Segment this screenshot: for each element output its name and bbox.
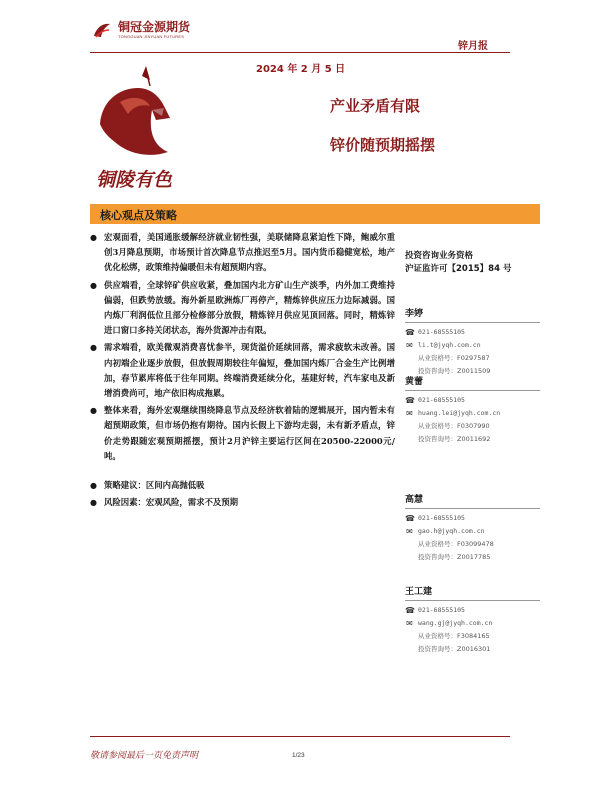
license-number: 沪证监许可【2015】84 号: [405, 264, 512, 274]
analyst-cert-1: 从业资格号：F03099478: [418, 540, 494, 548]
report-type: 锌月报: [458, 41, 488, 52]
analyst-email[interactable]: huang.lei@jyqh.com.cn: [418, 409, 501, 417]
bullet-overall: ● 整体来看，海外宏观继续围绕降息节点及经济软着陆的逻辑展开，国内暂未有超预期政策，但市场仍抱有期待。国内长假上下游均走弱，未有新矛盾点，锌价走势跟随宏观预期摇摆，预计2月沪锌主要运行区间在20500-22000元/吨。: [90, 403, 395, 464]
analyst-cert-2: 投资咨询号：Z0017785: [418, 553, 491, 561]
license-title: 投资咨询业务资格: [405, 251, 474, 261]
header-divider: [90, 52, 510, 53]
analyst-phone: 021-68555105: [418, 396, 465, 404]
analyst-card: [405, 308, 545, 378]
brand-calligraphy: 铜陵有色: [96, 169, 173, 191]
analyst-name: 高慧: [405, 495, 424, 505]
analyst-phone: 021-68555105: [418, 606, 465, 614]
bullet-strategy: ● 策略建议：区间内高抛低吸: [90, 478, 395, 493]
analyst-card: [405, 376, 545, 446]
company-name-en: TONGGUAN JINYUAN FUTURES: [118, 34, 185, 39]
analyst-cert-2: 投资咨询号：Z0011692: [418, 435, 491, 443]
analyst-divider: [405, 600, 540, 601]
footer-disclaimer[interactable]: 敬请参阅最后一页免责声明: [90, 751, 199, 761]
bullet-supply: ● 供应端看，全球锌矿供应收紧，叠加国内北方矿山生产淡季，内外加工费维持偏弱，但跌势放缓。海外新星欧洲炼厂再停产，精炼锌供应压力边际减弱。国内炼厂利润低位且部分检修部分放假，精炼锌月供应见顶回落。同时，精炼锌进口窗口多持关闭状态，海外货源冲击有限。: [90, 278, 395, 339]
bullet-macro: ● 宏观面看，美国通胀缓解经济就业韧性强，美联储降息紧迫性下降，鲍威尔重创3月降息预期，市场预计首次降息节点推迟至5月。国内货币稳健宽松，地产优化松绑，政策维持偏暖但未有超预期内容。: [90, 230, 395, 276]
analyst-name: 王工建: [405, 587, 433, 597]
report-date: 2024 年 2 月 5 日: [256, 64, 346, 75]
section-title: 核心观点及策略: [100, 209, 177, 222]
analyst-email[interactable]: wang.gj@jyqh.com.cn: [418, 619, 493, 627]
email-icon: ✉: [406, 341, 413, 350]
analyst-card: [405, 494, 545, 564]
company-logo-icon: [92, 20, 112, 40]
analyst-email[interactable]: gao.h@jyqh.com.cn: [418, 527, 485, 535]
sidebar: [405, 250, 545, 653]
phone-icon: ☎: [405, 514, 415, 523]
email-icon: ✉: [406, 619, 413, 628]
analyst-cert-2: 投资咨询号：Z0011509: [418, 367, 491, 375]
footer-divider: [90, 736, 510, 737]
analyst-cert-1: 从业资格号：F0297587: [418, 354, 490, 362]
analyst-phone: 021-68555105: [418, 514, 465, 522]
analyst-divider: [405, 508, 540, 509]
company-name-cn: 铜冠金源期货: [118, 20, 191, 34]
phone-icon: ☎: [405, 606, 415, 615]
email-icon: ✉: [406, 409, 413, 418]
report-title-1: 产业矛盾有限: [330, 97, 421, 115]
analyst-cert-1: 从业资格号：F3084165: [418, 632, 490, 640]
analyst-name: 李婷: [405, 309, 424, 319]
analyst-email[interactable]: li.t@jyqh.com.cn: [418, 341, 481, 349]
analyst-card: [405, 586, 545, 656]
email-icon: ✉: [406, 527, 413, 536]
bullet-risk: ● 风险因素：宏观风险，需求不及预期: [90, 495, 395, 510]
analyst-phone: 021-68555105: [418, 328, 465, 336]
bullet-demand: ● 需求端看，欧美微观消费喜忧参半，现货溢价延续回落，需求疲软未改善。国内初端企业逐步放假，但放假周期较往年偏短，叠加国内炼厂合金生产比例增加，春节累库将低于往年同期。终端消费延续分化，基建好转，汽车家电及新增消费尚可，地产依旧构成拖累。: [90, 340, 395, 401]
phone-icon: ☎: [405, 396, 415, 405]
analyst-divider: [405, 390, 540, 391]
report-title-2: 锌价随预期摇摆: [330, 136, 436, 154]
page-number: 1/23: [292, 752, 305, 759]
brand-horse-art: [90, 62, 190, 202]
analyst-divider: [405, 322, 540, 323]
analyst-name: 黄蕾: [405, 377, 424, 387]
analyst-cert-2: 投资咨询号：Z0016301: [418, 645, 491, 653]
company-logo: [92, 20, 190, 40]
phone-icon: ☎: [405, 328, 415, 337]
core-views-list: [90, 230, 395, 512]
analyst-cert-1: 从业资格号：F0307990: [418, 422, 490, 430]
